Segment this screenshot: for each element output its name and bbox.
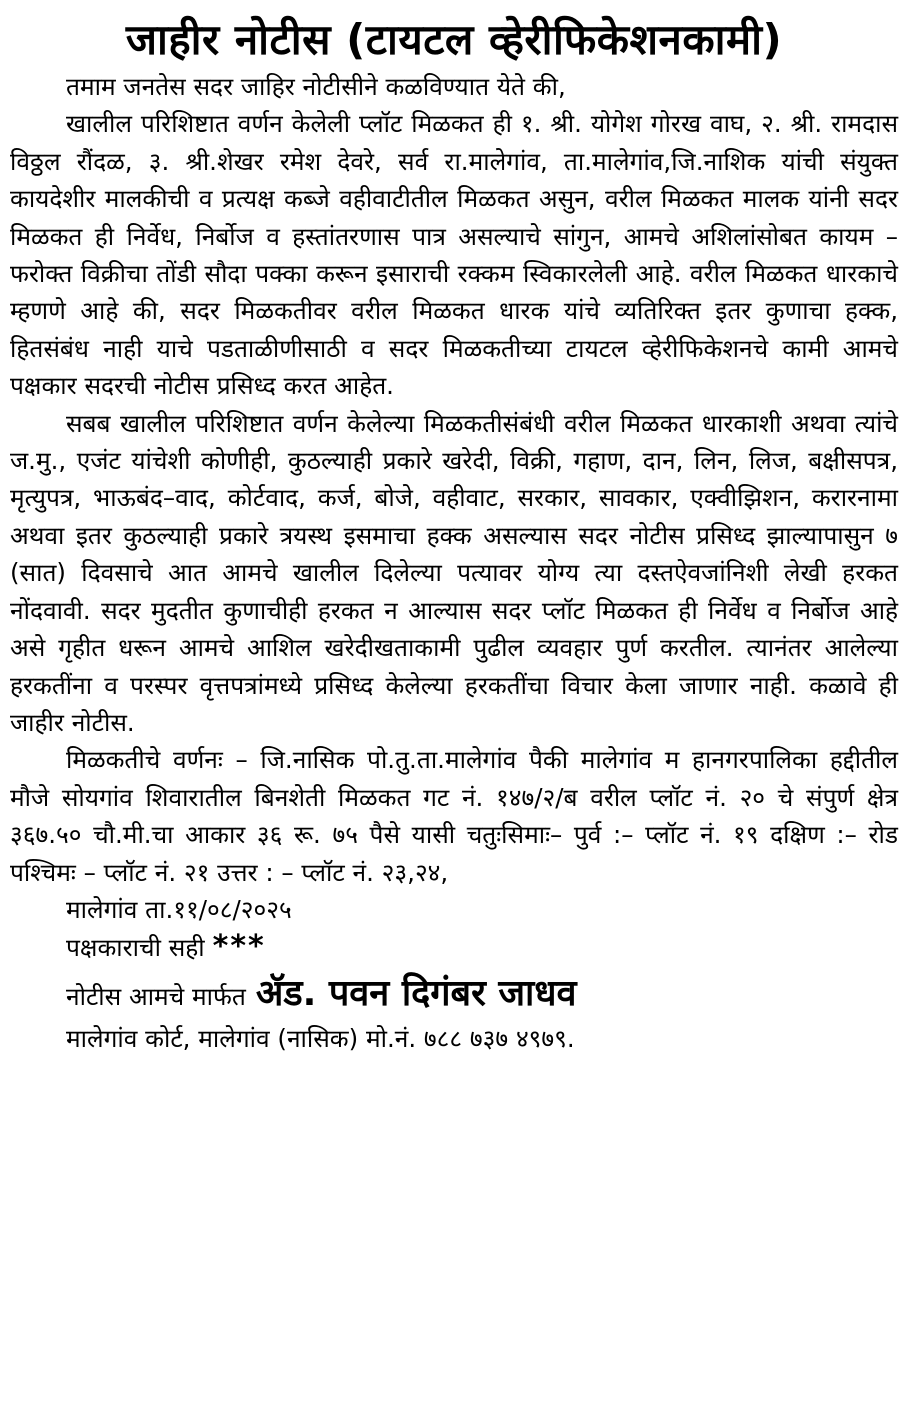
public-notice	[10, 4, 898, 1392]
client-signature-line	[10, 928, 898, 966]
notice-paragraph-ownership: खालील परिशिष्टात वर्णन केलेली प्लॉट मिळकत ही १. श्री. योगेश गोरख वाघ, २. श्री. रामदास विठ्ठल रौंदळ, ३. श्री.शेखर रमेश देवरे, सर्व रा.मालेगांव, ता.मालेगांव,जि.नाशिक यांची संयुक्त कायदेशीर मालकीची व प्रत्यक्ष कब्जे वहीवाटीतील मिळकत असुन, वरील मिळकत मालक यांनी सदर मिळकत ही निर्वेध, निर्बोज व हस्तांतरणास पात्र असल्याचे सांगुन, आमचे अशिलांसोबत कायम –फरोक्त विक्रीचा तोंडी सौदा पक्का करून इसाराची रक्कम स्विकारलेली आहे. वरील मिळकत धारकाचे म्हणणे आहे की, सदर मिळकतीवर वरील मिळकत धारक यांचे व्यतिरिक्त इतर कुणाचा हक्क, हितसंबंध नाही याचे पडताळीणीसाठी व सदर मिळकतीच्या टायटल व्हेरीफिकेशनचे कामी आमचे पक्षकार सदरची नोटीस प्रसिध्द करत आहेत.	[10, 109, 898, 401]
through-label: नोटीस आमचे मार्फत	[66, 981, 246, 1011]
client-signature-label: पक्षकाराची सही	[66, 933, 205, 963]
advocate-name: ॲड. पवन दिगंबर जाधव	[255, 972, 577, 1014]
notice-opening: तमाम जनतेस सदर जाहिर नोटीसीने कळविण्यात येते की,	[66, 72, 566, 101]
notice-title: जाहीर नोटीस (टायटल व्हेरीफिकेशनकामी)	[125, 15, 783, 64]
signature-stars: ***	[212, 929, 266, 965]
advocate-address: मालेगांव कोर्ट, मालेगांव (नासिक) मो.नं. ७८८ ७३७ ४९७९.	[66, 1023, 575, 1053]
notice-paragraph-objections: सबब खालील परिशिष्टात वर्णन केलेल्या मिळकतीसंबंधी वरील मिळकत धारकाशी अथवा त्यांचे ज.मु., एजंट यांचेशी कोणीही, कुठल्याही प्रकारे खरेदी, विक्री, गहाण, दान, लिन, लिज, बक्षीसपत्र, मृत्युपत्र, भाऊबंद–वाद, कोर्टवाद, कर्ज, बोजे, वहीवाट, सरकार, सावकार, एक्वीझिशन, करारनामा अथवा इतर कुठल्याही प्रकारे त्रयस्थ इसमाचा हक्क असल्यास सदर नोटीस प्रसिध्द झाल्यापासुन ७ (सात) दिवसाचे आत आमचे खालील दिलेल्या पत्यावर योग्य त्या दस्तऐवजांनिशी लेखी हरकत नोंदवावी. सदर मुदतीत कुणाचीही हरकत न आल्यास सदर प्लॉट मिळकत ही निर्वेध व निर्बोज आहे असे गृहीत धरून आमचे आशिल खरेदीखताकामी पुढील व्यवहार पुर्ण करतील. त्यानंतर आलेल्या हरकतींना व परस्पर वृत्तपत्रांमध्ये प्रसिध्द केलेल्या हरकतींचा विचार केला जाणार नाही. कळावे ही जाहीर नोटीस.	[10, 408, 898, 737]
place-date: मालेगांव ता.११/०८/२०२५	[66, 894, 292, 924]
advocate-line	[10, 971, 898, 1020]
property-description: मिळकतीचे वर्णनः – जि.नासिक पो.तु.ता.मालेगांव पैकी मालेगांव म हानगरपालिका हद्दीतील मौजे सोयगांव शिवारातील बिनशेती मिळकत गट नं. १४७/२/ब वरील प्लॉट नं. २० चे संपुर्ण क्षेत्र ३६७.५० चौ.मी.चा आकार ३६ रू. ७५ पैसे यासी चतुःसिमाः– पुर्व :– प्लॉट नं. १९ दक्षिण :– रोड पश्चिमः – प्लॉट नं. २१ उत्तर : – प्लॉट नं. २३,२४,	[10, 745, 898, 887]
